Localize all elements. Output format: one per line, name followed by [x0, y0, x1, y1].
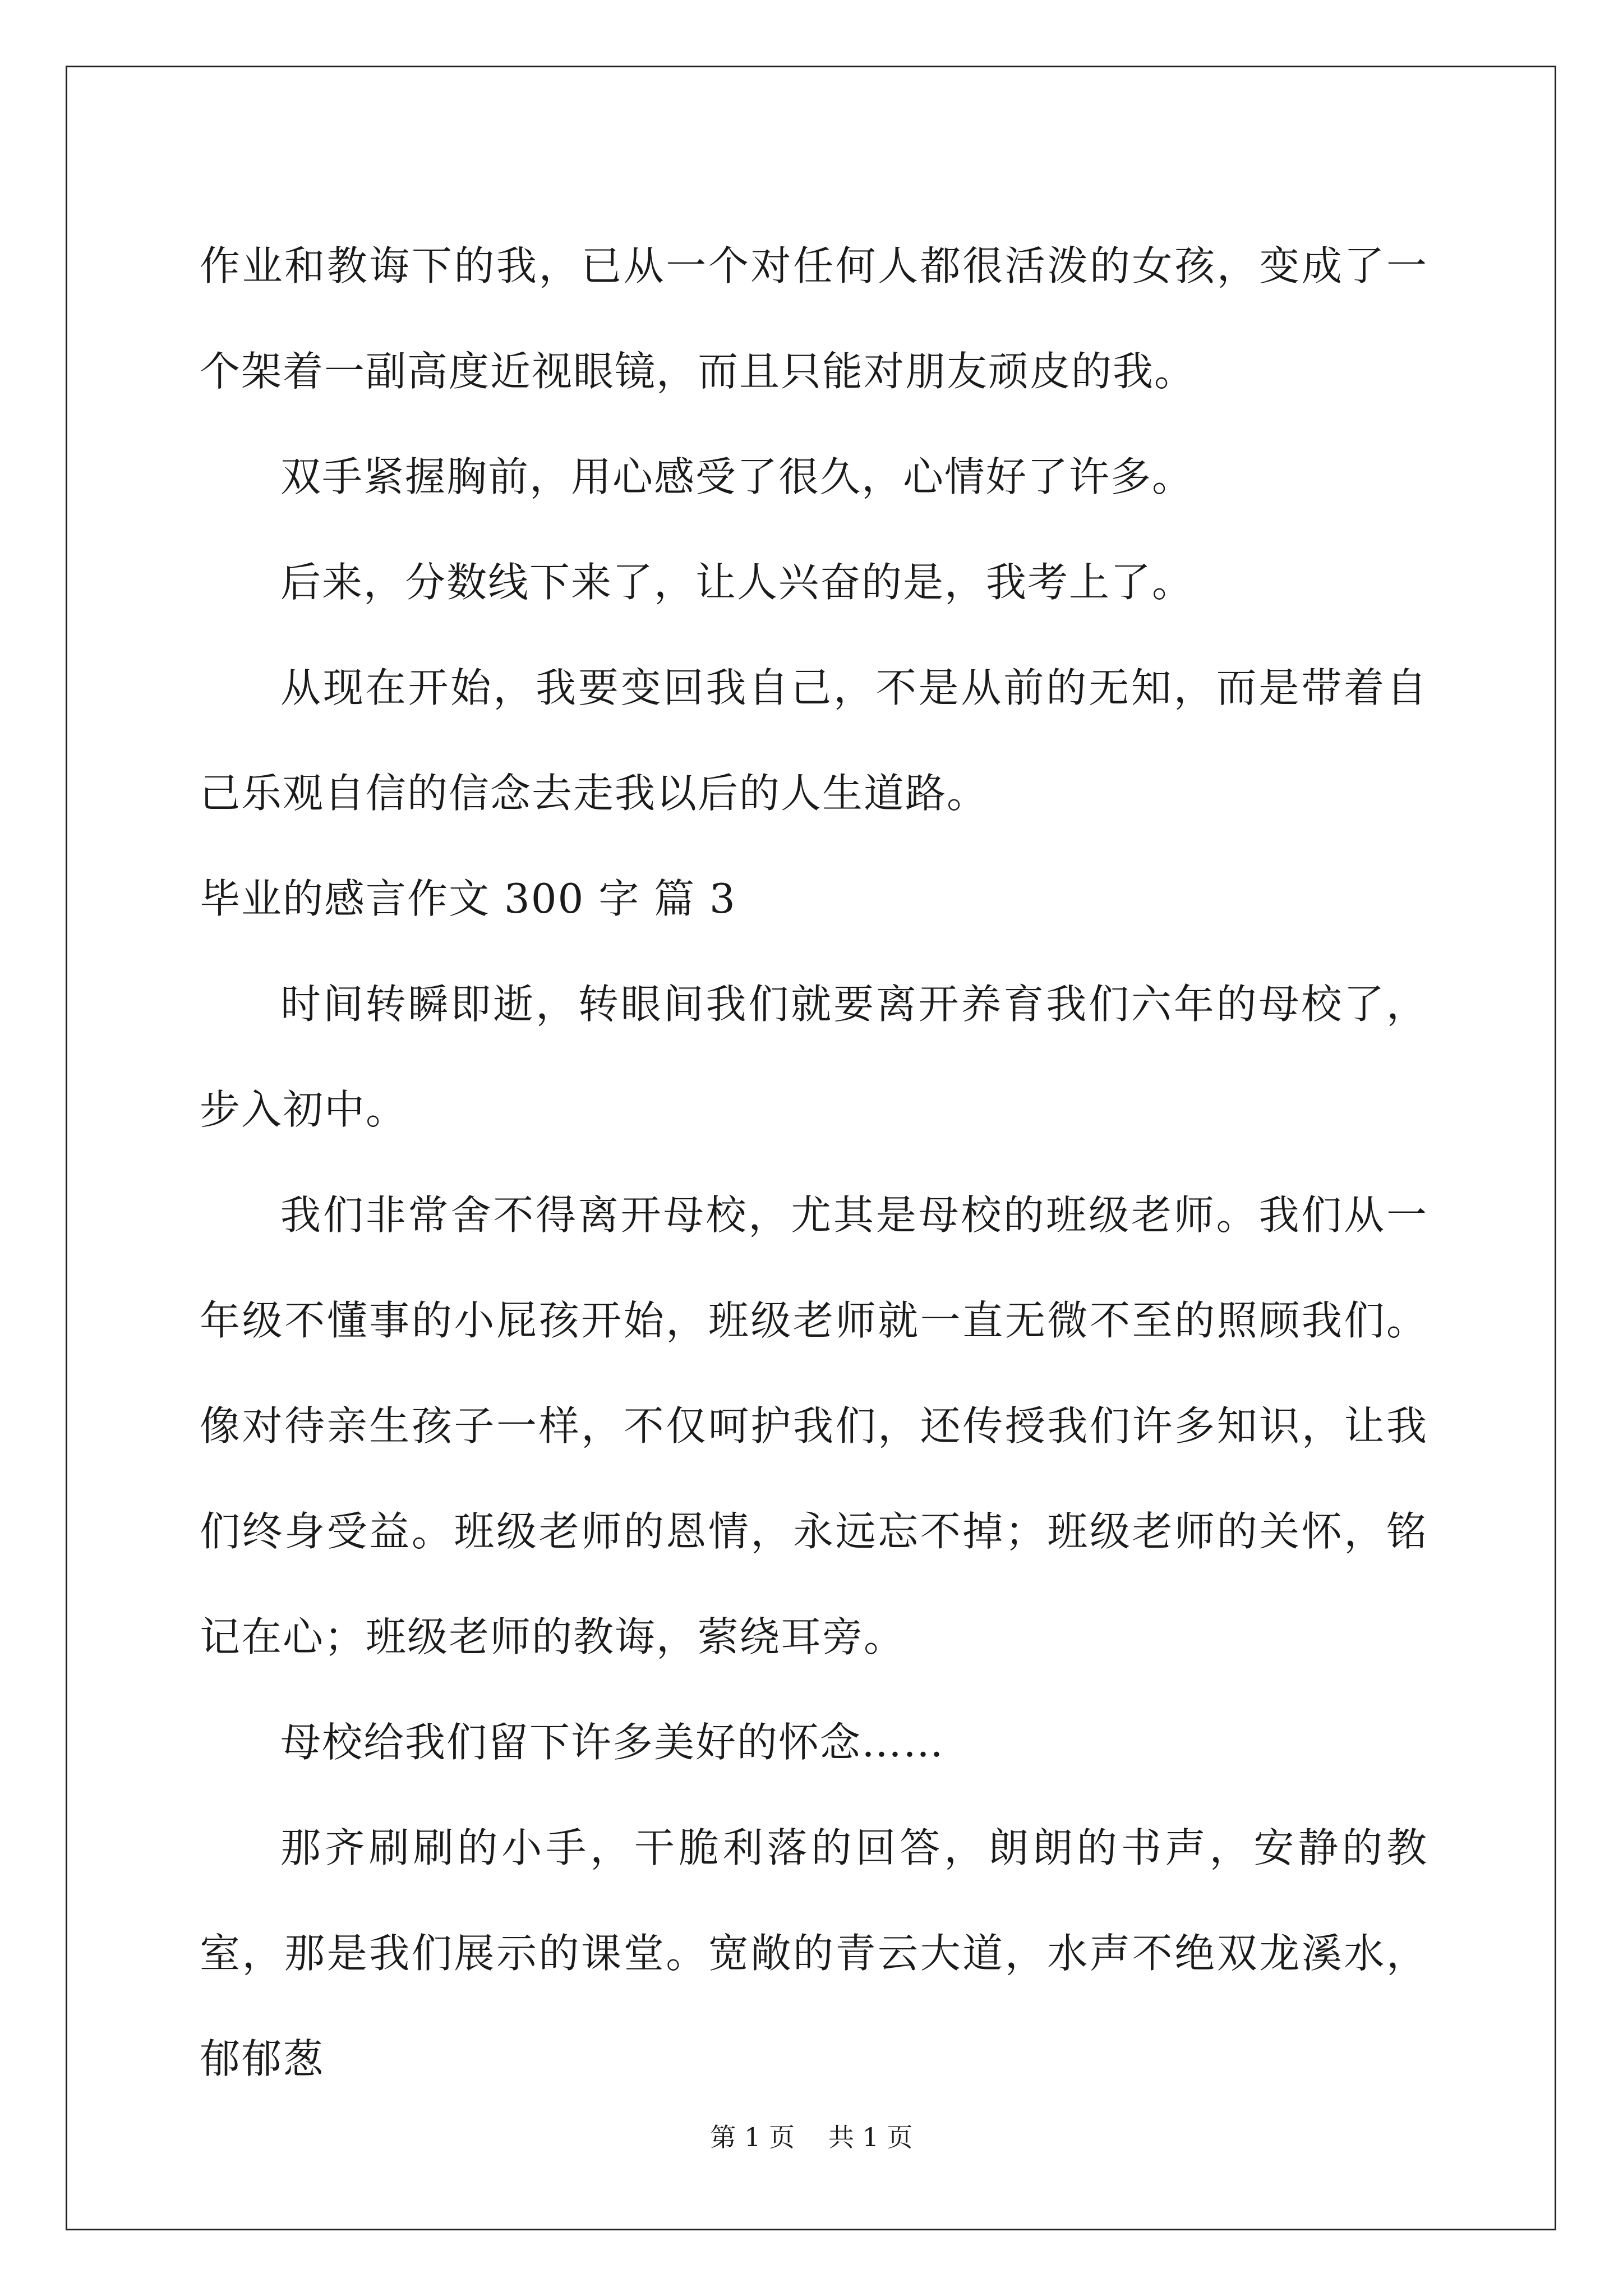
paragraph: 从现在开始，我要变回我自己，不是从前的无知，而是带着自己乐观自信的信念去走我以后的人生道路。 [200, 664, 1428, 817]
section-heading: 毕业的感言作文 300 字 篇 3 [200, 875, 736, 922]
paragraph: 双手紧握胸前，用心感受了很久，心情好了许多。 [280, 453, 1194, 500]
paragraph: 后来，分数线下来了，让人兴奋的是，我考上了。 [280, 559, 1194, 606]
page-footer [0, 2120, 1623, 2154]
page-number: 第 1 页 [710, 2122, 795, 2152]
paragraph-continuation: 作业和教诲下的我，已从一个对任何人都很活泼的女孩，变成了一个架着一副高度近视眼镜，而且只能对朋友顽皮的我。 [200, 242, 1428, 395]
document-body [200, 213, 1428, 2111]
paragraph: 时间转瞬即逝，转眼间我们就要离开养育我们六年的母校了，步入初中。 [200, 981, 1428, 1133]
paragraph: 我们非常舍不得离开母校，尤其是母校的班级老师。我们从一年级不懂事的小屁孩开始，班级老师就一直无微不至的照顾我们。像对待亲生孩子一样，不仅呵护我们，还传授我们许多知识，让我们终身受益。班级老师的恩情，永远忘不掉；班级老师的关怀，铭记在心；班级老师的教诲，萦绕耳旁。 [200, 1191, 1428, 1660]
paragraph: 母校给我们留下许多美好的怀念…… [280, 1719, 945, 1766]
paragraph: 那齐刷刷的小手，干脆利落的回答，朗朗的书声，安静的教室，那是我们展示的课堂。宽敞的青云大道，水声不绝双龙溪水，郁郁葱 [200, 1824, 1428, 2082]
page-total: 共 1 页 [828, 2122, 913, 2152]
